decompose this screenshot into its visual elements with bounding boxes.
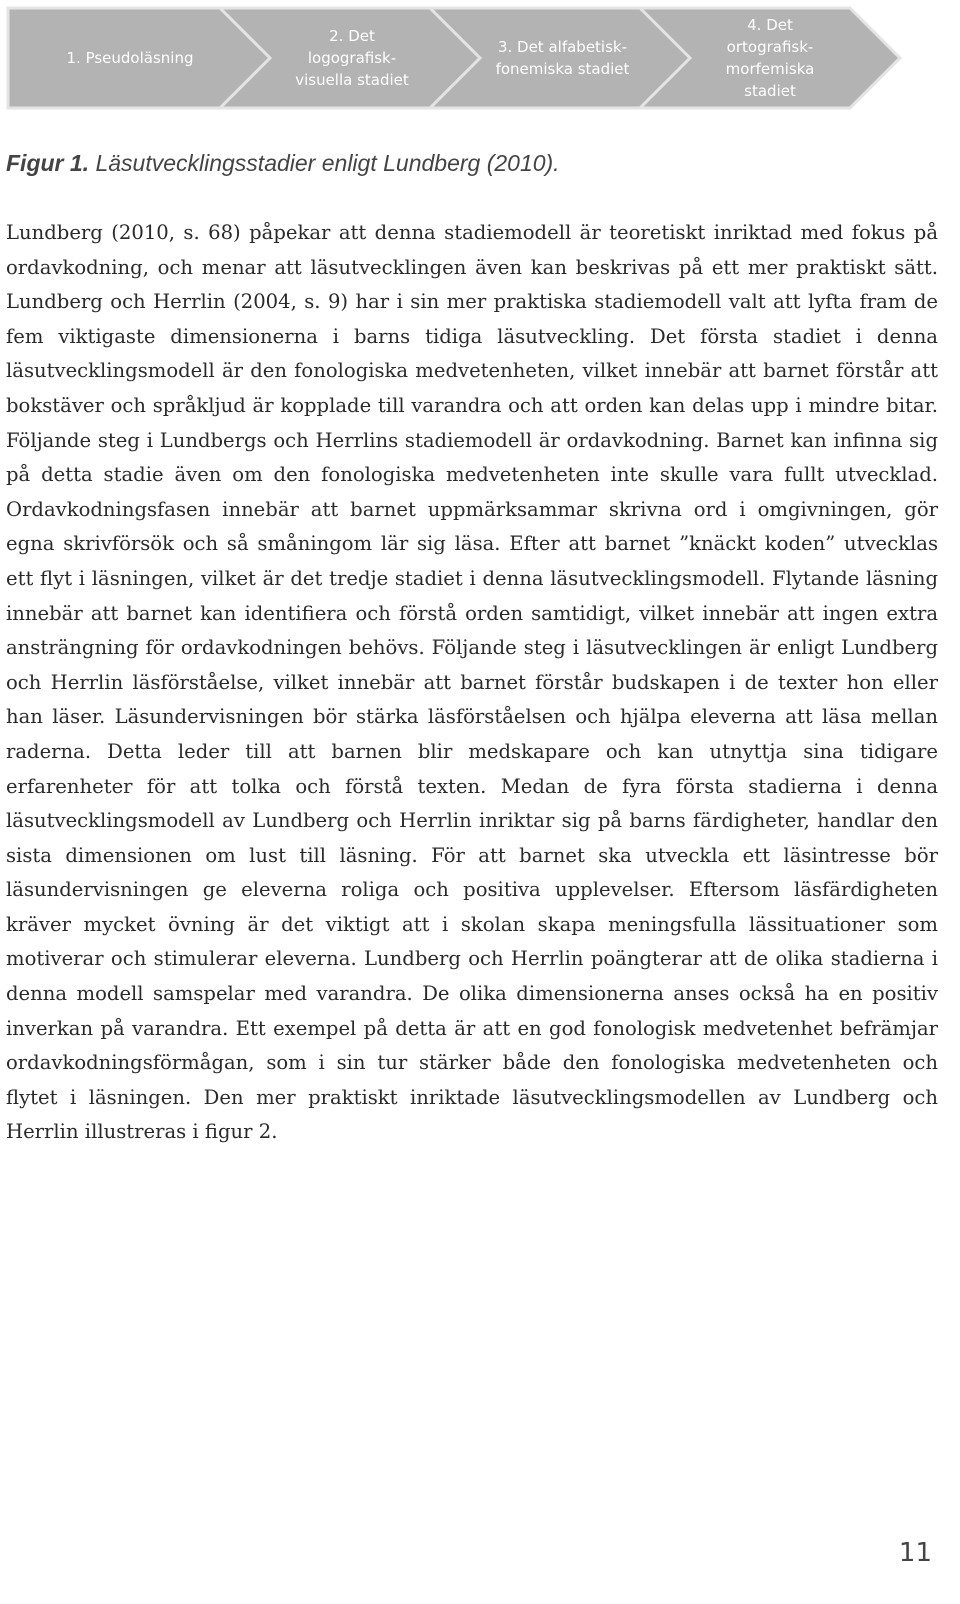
- stage-1-label: 1. Pseudoläsning: [66, 49, 194, 67]
- figure-caption: [6, 150, 560, 177]
- stage-3-label: 3. Det alfabetisk- fonemiska stadiet: [495, 38, 630, 78]
- body-paragraph: Lundberg (2010, s. 68) påpekar att denna stadiemodell är teoretiskt inriktad med fokus på ordavkodning, och menar att läsutvecklingen även kan beskrivas på ett mer praktiskt sätt. Lundberg och Herrlin (2004, s. 9) har i sin mer praktiska stadiemodell valt att lyfta fram de fem viktigaste dimensionerna i barns tidiga läsutveckling. Det första stadiet i denna läsutvecklingsmodell är den fonologiska medvetenheten, vilket innebär att barnet förstår att bokstäver och språkljud är kopplade till varandra och att orden kan delas upp i mindre bitar. Följande steg i Lundbergs och Herrlins stadiemodell är ordavkodning. Barnet kan infinna sig på detta stadie även om den fonologiska medvetenheten inte skulle vara fullt utvecklad. Ordavkodningsfasen innebär att barnet uppmärksammar skrivna ord i omgivningen, gör egna skrivförsök och så småningom lär sig läsa. Efter att barnet ”knäckt koden” utvecklas ett flyt i läsningen, vilket är det tredje stadiet i denna läsutvecklingsmodell. Flytande läsning innebär att barnet kan identifiera och förstå orden samtidigt, vilket innebär att ingen extra ansträngning för ordavkodningen behövs. Följande steg i läsutvecklingen är enligt Lundberg och Herrlin läsförståelse, vilket innebär att barnet förstår budskapen i de texter hon eller han läser. Läsundervisningen bör stärka läsförståelsen och hjälpa eleverna att läsa mellan raderna. Detta leder till att barnen blir medskapare och kan utnyttja sina tidigare erfarenheter för att tolka och förstå texten. Medan de fyra första stadierna i denna läsutvecklingsmodell av Lundberg och Herrlin inriktar sig på barns färdigheter, handlar den sista dimensionen om lust till läsning. För att barnet ska utveckla ett läsintresse bör läsundervisningen ge eleverna roliga och positiva upplevelser. Eftersom läsfärdigheten kräver mycket övning är det viktigt att i skolan skapa meningsfulla lässituationer som motiverar och stimulerar eleverna. Lundberg och Herrlin poängterar att de olika stadierna i denna modell samspelar med varandra. De olika dimensionerna anses också ha en positiv inverkan på varandra. Ett exempel på detta är att en god fonologisk medvetenhet befrämjar ordavkodningsförmågan, som i sin tur stärker både den fonologiska medvetenheten och flytet i läsningen. Den mer praktiskt inriktade läsutvecklingsmodellen av Lundberg och Herrlin illustreras i figur 2.: [6, 221, 938, 1144]
- stage-4-label: 4. Det ortografisk- morfemiska stadiet: [725, 16, 815, 100]
- stage-2-label: 2. Det logografisk- visuella stadiet: [295, 27, 409, 89]
- figure-caption-text: Läsutvecklingsstadier enligt Lundberg (2010).: [89, 150, 560, 176]
- page-number: 11: [898, 1538, 932, 1568]
- figure-caption-label: Figur 1.: [6, 150, 90, 176]
